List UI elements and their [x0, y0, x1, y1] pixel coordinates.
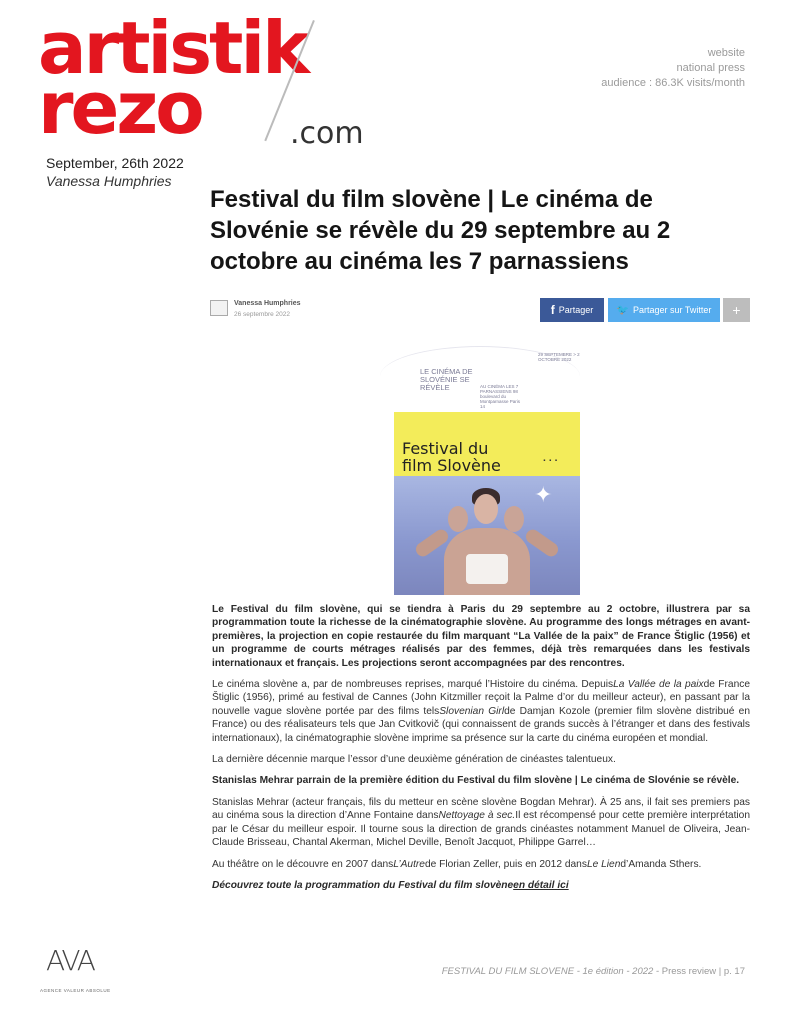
article-subheading: Stanislas Mehrar parrain de la première édition du Festival du film slovène | Le cinéma de Slovénie se révèle. [212, 775, 740, 787]
logo-line-rezo: rezo [38, 66, 202, 150]
article-paragraph-mehrar: Stanislas Mehrar (acteur français, fils du metteur en scène slovène Bogdan Mehrar). À 25 ans, il fait ses premiers pas au cinéma sous la direction d’Anne Fontaine dansNettoyage à sec.Il est récompensé pour cette première interprétation par le César du meilleur espoir. Il tourne sous la direction de grands cinéastes notamment Manuel de Oliveira, Jean-Claude Brisseau, Chantal Akerman, Michel Deville, Benoît Jacquot, Philippe Garrel… [212, 796, 751, 849]
poster-header [370, 340, 592, 412]
byline-author[interactable]: Vanessa Humphries [234, 300, 301, 307]
site-logo [38, 6, 368, 152]
byline-date: 26 septembre 2022 [234, 311, 291, 318]
article-headline: Festival du film slovène | Le cinéma de Slovénie se révèle du 29 septembre au 2 octobre au cinéma les 7 parnassiens [210, 186, 671, 275]
dateline [46, 154, 184, 190]
share-more-button[interactable]: + [723, 298, 750, 322]
share-facebook-button[interactable] [540, 298, 604, 322]
logo-line-artistik: artistik [38, 6, 308, 90]
article-body [212, 603, 750, 900]
meta-press: national press [676, 62, 745, 74]
sparkle-icon: ✦ [534, 482, 553, 507]
meta-audience: audience : 86.3K visits/month [601, 77, 745, 89]
poster-photo [394, 476, 580, 595]
share-twitter-button[interactable] [608, 298, 720, 322]
author-avatar [210, 300, 228, 316]
poster-venue: AU CINÉMA LES 7 PARNASSIENS 98 boulevard du Montparnasse Paris 14 [480, 384, 521, 409]
poster-partner-icons: ▪ ▪ ▪ [543, 458, 558, 464]
article-paragraph-history: Le cinéma slovène a, par de nombreuses reprises, marqué l’Histoire du cinéma. DepuisLa Vallée de la paixde France Štiglic (1956), primé au festival de Cannes (John Kitzmiller reçoit la Palme d’or du meilleur acteur), en passant par la nouvelle vague slovène portée par des films telsSlovenian Girlde Damjan Kozole (premier film slovène distribué en France) ou des réalisateurs tels que Jan Cvitkovič (qui connaissent de grands succès à l’étranger et dans des festivals internationaux), la cinématographie slovène imprime sa présence sur la carte du cinéma européen et mondial. [212, 679, 751, 744]
poster-title-band [394, 412, 580, 476]
poster-heading: LE CINÉMA DE SLOVÉNIE SE RÉVÈLE [420, 367, 473, 392]
poster-dates: 29 SEPTEMBRE > 2 OCTOBRE 2022 [538, 352, 580, 362]
article-paragraph-decade: La dernière décennie marque l’essor d’une deuxième génération de cinéastes talentueux. [212, 754, 616, 766]
footer-festival-label: FESTIVAL DU FILM SLOVENE - 1e édition - 2022 - [441, 966, 660, 977]
footer-page-label: Press review | p. 17 [661, 966, 745, 977]
article-paragraph-theatre: Au théâtre on le découvre en 2007 dansL’Autrede Florian Zeller, puis en 2012 dansLe Liend’Amanda Sthers. [212, 858, 702, 870]
figure-top [466, 554, 508, 584]
figure-head-left [448, 506, 468, 532]
share-facebook-label: Partager [558, 305, 594, 315]
festival-poster [370, 340, 592, 595]
poster-title: Festival du film Slovène [402, 439, 501, 475]
program-detail-link[interactable]: en détail ici [513, 879, 569, 891]
media-meta [601, 46, 745, 91]
figure-head-center [474, 494, 498, 524]
article-lead: Le Festival du film slovène, qui se tiendra à Paris du 29 septembre au 2 octobre, illustrera par sa programmation toute la richesse de la cinématographie slovène. Au programme des longs métrages en avant-premières, la projection en copie restaurée du film marquant “La Vallée de la paix” de France Štiglic (1956) et un programme de courts métrages réalisés par des femmes, déjà très remarquées dans les festivals internationaux et français. Les projections seront accompagnées par des rencontres. [212, 604, 750, 669]
article-cta: Découvrez toute la programmation du Festival du film slovèneen détail ici [212, 879, 569, 891]
author-name: Vanessa Humphries [46, 173, 172, 189]
facebook-icon: f [550, 303, 555, 317]
meta-type: website [707, 47, 745, 59]
agency-logo [40, 944, 120, 1000]
twitter-bird-icon: 🐦 [616, 304, 630, 316]
press-review-footer [442, 966, 745, 977]
byline-bar [210, 298, 750, 326]
share-twitter-label: Partager sur Twitter [633, 305, 712, 315]
agency-mark: AVA [46, 944, 94, 977]
logo-domain: .com [290, 116, 364, 151]
publication-date: September, 26th 2022 [46, 155, 184, 171]
figure-head-right [504, 506, 524, 532]
agency-name: AGENCE VALEUR ABSOLUE [40, 988, 111, 993]
